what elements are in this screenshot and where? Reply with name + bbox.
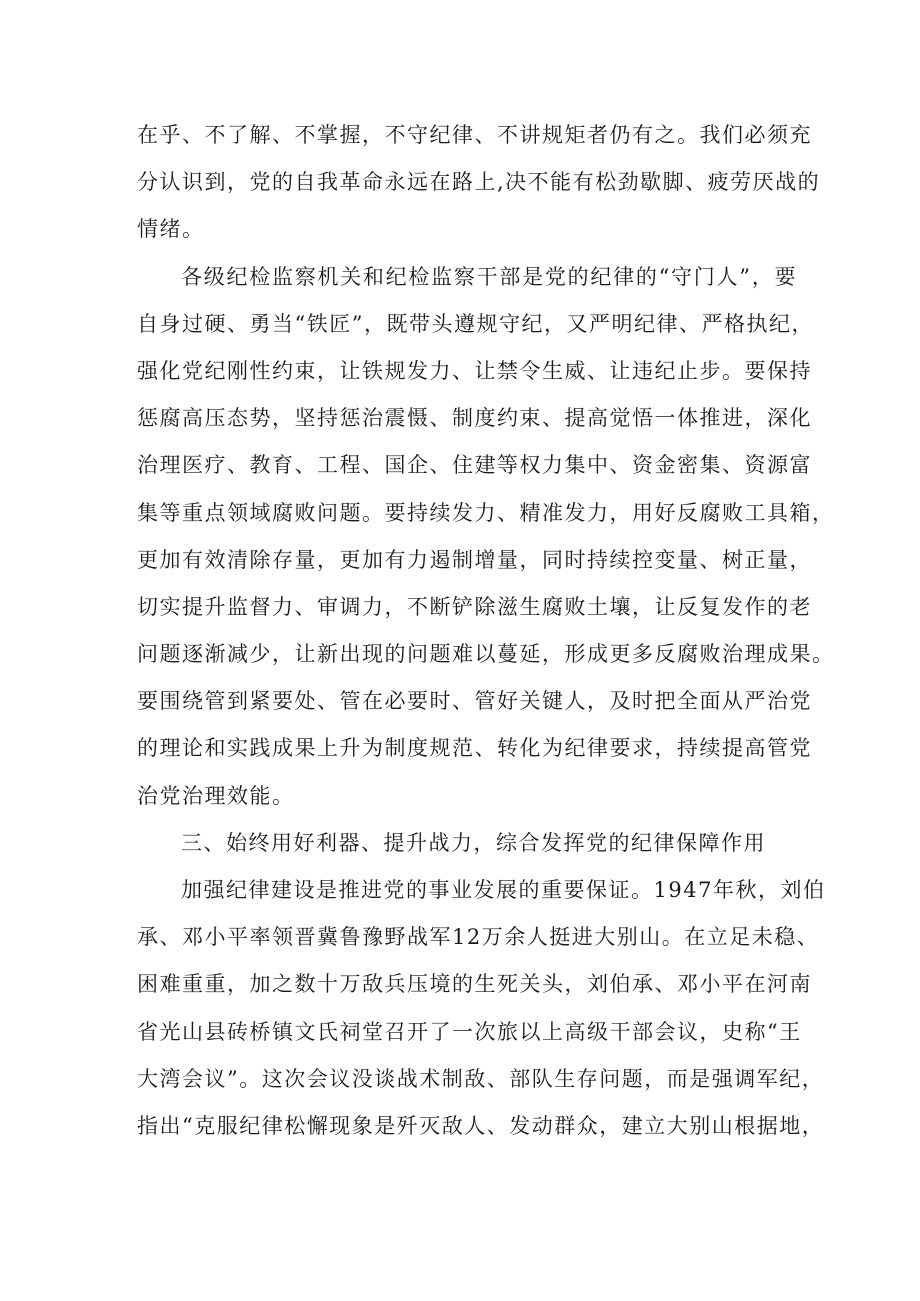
text-line: 大湾会议”。这次会议没谈战术制敌、部队生存问题，而是强调军纪， [137,1066,825,1091]
document-body [137,112,835,1150]
text-line: 自身过硬、勇当“铁匠”，既带头遵规守纪，又严明纪律、严格执纪， [137,311,814,336]
text-line: 治党治理效能。 [137,783,295,808]
text-line: 更加有效清除存量，更加有力遏制增量，同时持续控变量、树正量， [137,547,812,572]
text-line: 集等重点领域腐败问题。要持续发力、精准发力，用好反腐败工具箱， [137,500,835,525]
text-line: 在乎、不了解、不掌握，不守纪律、不讲规矩者仍有之。我们必须充 [137,123,812,147]
text-line: 强化党纪刚性约束，让铁规发力、让禁令生威、让违纪止步。要保持 [137,358,812,383]
text-line: 承、邓小平率领晋冀鲁豫野战军12万余人挺进大别山。在立足未稳、 [137,925,820,950]
text-line: 情绪。 [137,217,205,242]
text-line: 指出“克服纪律松懈现象是歼灭敌人、发动群众，建立大别山根据地， [137,1113,825,1138]
text-line: 分认识到，党的自我革命永远在路上,决不能有松劲歇脚、疲劳厌战的 [137,170,821,195]
text-line: 惩腐高压态势，坚持惩治震慑、制度约束、提高觉悟一体推进，深化 [137,406,812,431]
text-line: 切实提升监督力、审调力，不断铲除滋生腐败土壤，让反复发作的老 [137,594,812,619]
paragraph-2 [137,254,835,820]
text-line: 困难重重，加之数十万敌兵压境的生死关头，刘伯承、邓小平在河南 [137,972,812,997]
text-line: 各级纪检监察机关和纪检监察干部是党的纪律的“守门人”，要 [181,264,797,289]
section-heading-text: 三、始终用好利器、提升战力，综合发挥党的纪律保障作用 [181,830,766,855]
text-line: 问题逐渐减少，让新出现的问题难以蔓延，形成更多反腐败治理成果。 [137,642,835,667]
paragraph-3 [137,867,826,1150]
text-line: 的理论和实践成果上升为制度规范、转化为纪律要求，持续提高管党 [137,736,812,761]
text-line: 要围绕管到紧要处、管在必要时、管好关键人，及时把全面从严治党 [137,689,812,714]
section-heading [137,820,797,867]
paragraph-1 [137,112,821,254]
text-line: 治理医疗、教育、工程、国企、住建等权力集中、资金密集、资源富 [137,453,812,478]
text-line: 加强纪律建设是推进党的事业发展的重要保证。1947年秋，刘伯 [181,878,826,902]
text-line: 省光山县砖桥镇文氏祠堂召开了一次旅以上高级干部会议，史称“王 [137,1019,802,1044]
